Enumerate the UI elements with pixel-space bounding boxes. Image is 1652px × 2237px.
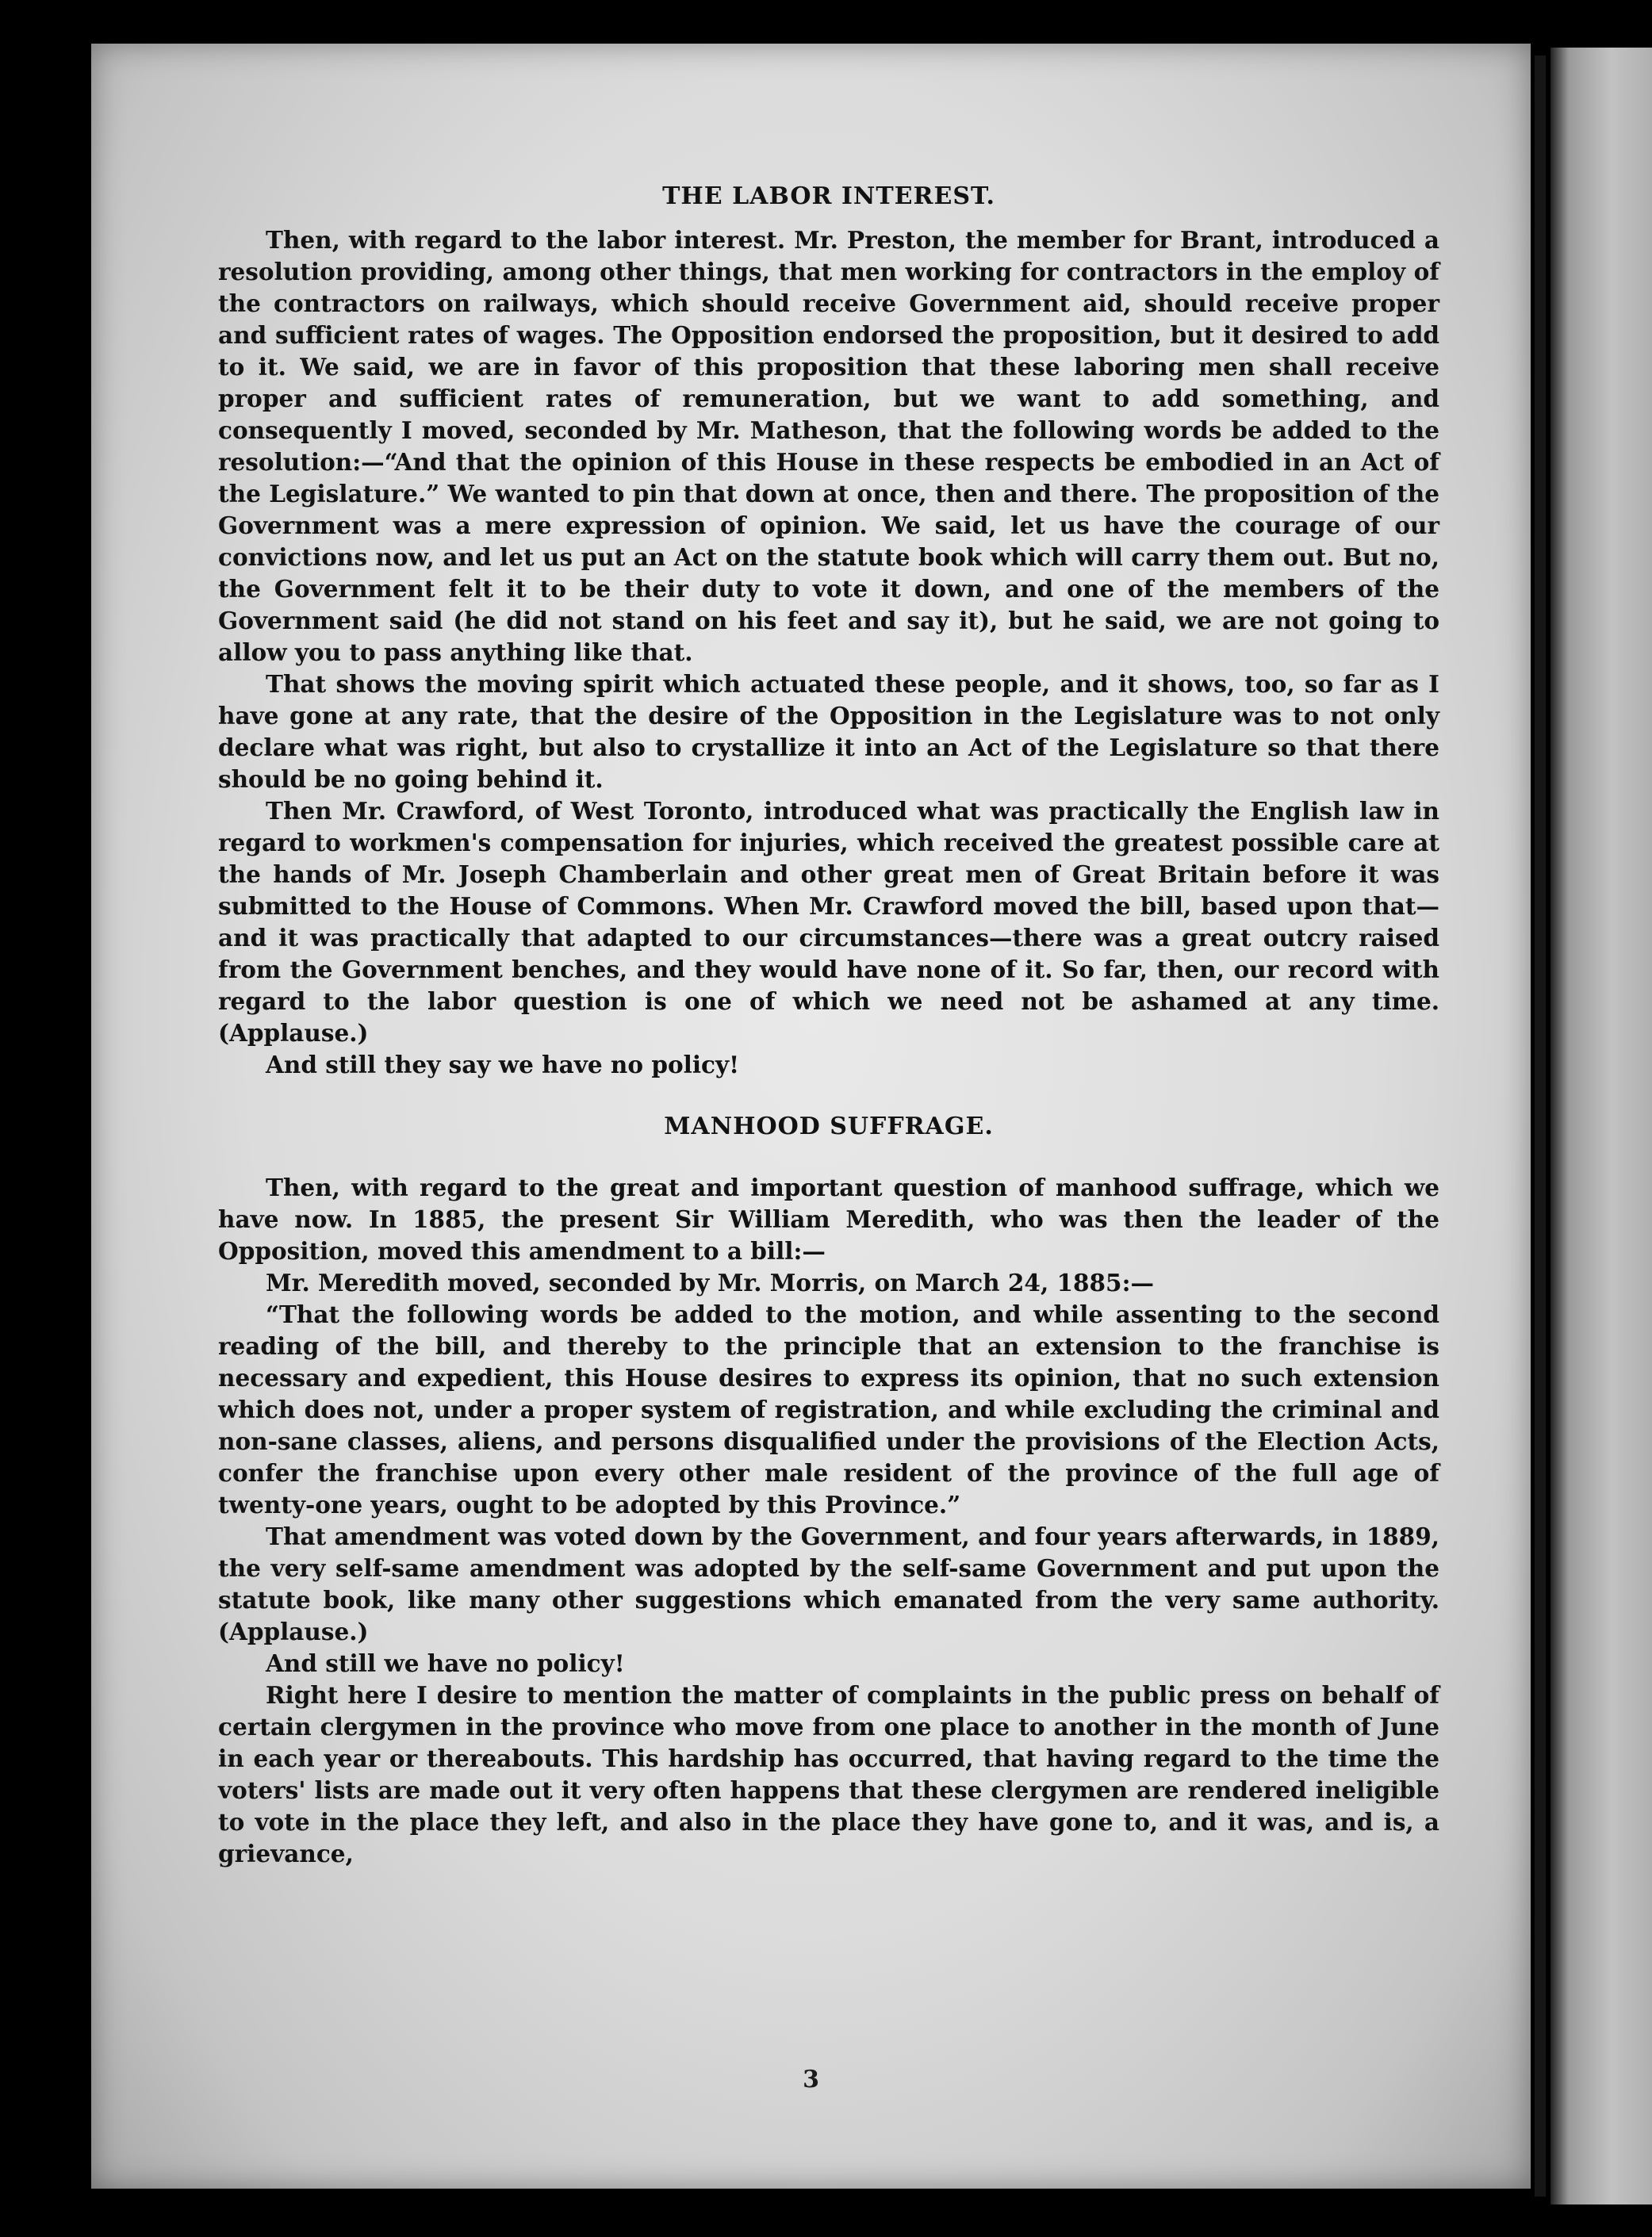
page-number: 3	[803, 2066, 819, 2093]
adjacent-page-edge	[1550, 48, 1652, 2204]
paragraph-moving-spirit: That shows the moving spirit which actuated these people, and it shows, too, so far as I have gone at any rate, that the desire of the Opposition in the Legislature was to not only declare what was right, but also to crystallize it into an Act of the Legislature so that there should be no going behind it.	[218, 670, 1439, 793]
paragraph-labor-resolution: Then, with regard to the labor interest. Mr. Preston, the member for Brant, introduced a resolution providing, among other things, that men working for contractors in the employ of the contractors on railways, which should receive Government aid, should receive proper and sufficient rates of wages. The Opposition endorsed the proposition, but it desired to add to it. We said, we are in favor of this proposition that these laboring men shall receive proper and sufficient rates of remuneration, but we want to add something, and consequently I moved, seconded by Mr. Matheson, that the following words be added to the resolution:—“And that the opinion of this House in these respects be embodied in an Act of the Legislature.” We wanted to pin that down at once, then and there. The proposition of the Government was a mere expression of opinion. We said, let us have the courage of our convictions now, and let us put an Act on the statute book which will carry them out. But no, the Government felt it to be their duty to vote it down, and one of the members of the Government said (he did not stand on his feet and say it), but he said, we are not going to allow you to pass anything like that.	[218, 226, 1439, 666]
paragraph-amendment-voted-down: That amendment was voted down by the Government, and four years afterwards, in 1889, the very self-same amendment was adopted by the self-same Government and put upon the statute book, like many other suggestions which emanated from the very same authority. (Applause.)	[218, 1523, 1439, 1645]
document-page	[91, 44, 1531, 2189]
page-content	[218, 182, 1439, 1870]
paragraph-meredith-motion: Mr. Meredith moved, seconded by Mr. Morris, on March 24, 1885:—	[266, 1269, 1154, 1297]
paragraph-amendment-quote: “That the following words be added to the motion, and while assenting to the second reading of the bill, and thereby to the principle that an extension to the franchise is necessary and expedient, this House desires to express its opinion, that no such extension which does not, under a proper system of registration, and while excluding the criminal and non-sane classes, aliens, and persons disqualified under the provisions of the Election Acts, confer the franchise upon every other male resident of the province of the full age of twenty-one years, ought to be adopted by this Province.”	[218, 1300, 1439, 1519]
paragraph-workmens-compensation: Then Mr. Crawford, of West Toronto, introduced what was practically the English law in regard to workmen's compensation for injuries, which received the greatest possible care at the hands of Mr. Joseph Chamberlain and other great men of Great Britain before it was submitted to the House of Commons. When Mr. Crawford moved the bill, based upon that—and it was practically that adapted to our circumstances—there was a great outcry raised from the Government benches, and they would have none of it. So far, then, our record with regard to the labor question is one of which we need not be ashamed at any time. (Applause.)	[218, 797, 1439, 1047]
section-heading-labor-interest: THE LABOR INTEREST.	[662, 182, 995, 210]
page-binding-shadow	[1535, 56, 1546, 2197]
paragraph-clergymen-complaints: Right here I desire to mention the matter of complaints in the public press on behalf of certain clergymen in the province who move from one place to another in the month of June in each year or thereabouts. This hardship has occurred, that having regard to the time the voters' lists are made out it very often happens that these clergymen are rendered ineligible to vote in the place they left, and also in the place they have gone to, and it was, and is, a grievance,	[218, 1681, 1439, 1867]
paragraph-no-policy-1: And still they say we have no policy!	[266, 1051, 740, 1078]
paragraph-no-policy-2: And still we have no policy!	[266, 1649, 625, 1677]
section-heading-manhood-suffrage: MANHOOD SUFFRAGE.	[664, 1113, 994, 1140]
paragraph-manhood-suffrage: Then, with regard to the great and important question of manhood suffrage, which we have now. In 1885, the present Sir William Meredith, who was then the leader of the Opposition, moved this amendment to a bill:—	[218, 1174, 1439, 1265]
